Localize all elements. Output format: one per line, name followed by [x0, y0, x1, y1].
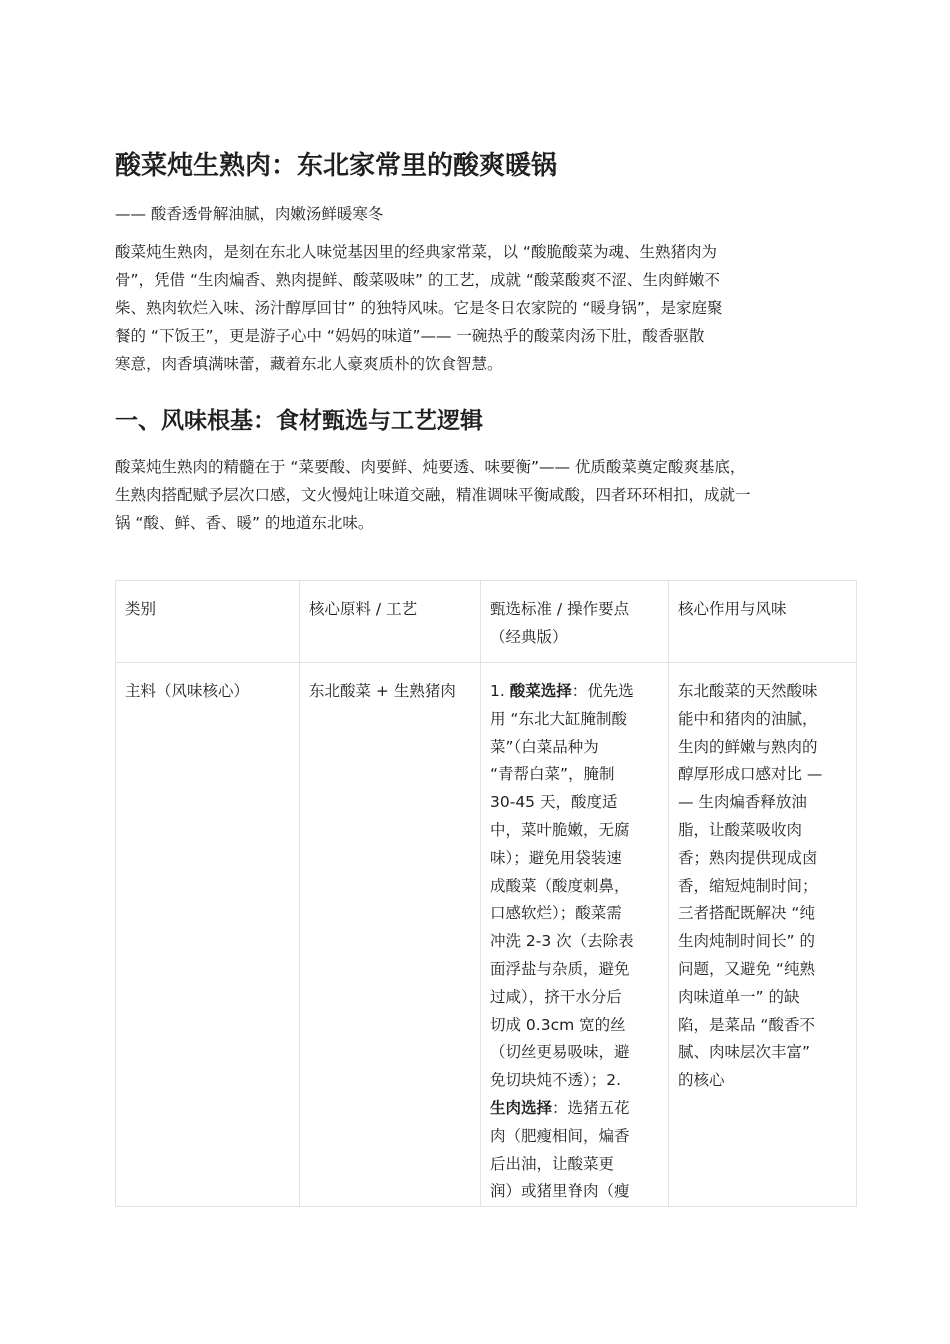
intro-line: 寒意，肉香填满味蕾，藏着东北人豪爽质朴的饮食智慧。	[115, 355, 503, 373]
cell-effect: 东北酸菜的天然酸味 能中和猪肉的油腻， 生肉的鲜嫩与熟肉的 醇厚形成口感对比 — — 生肉煸香释放油 脂，让酸菜吸收肉 香；熟肉提供现成卤 香，缩短炖制时间； 三者搭配既解决 “纯 生肉炖制时间长” 的 问题，又避免 “纯熟 肉味道单一” 的缺 陷，是菜品 “酸香不 腻、肉味层次丰富” 的核心	[669, 663, 857, 1207]
cell-category: 主料（风味核心）	[116, 663, 300, 1207]
intro-line: 骨”，凭借 “生肉煸香、熟肉提鲜、酸菜吸味” 的工艺，成就 “酸菜酸爽不涩、生肉鲜嫩不	[115, 271, 720, 289]
intro-paragraph	[115, 238, 855, 378]
header-effect: 核心作用与风味	[669, 581, 857, 663]
section-line: 生熟肉搭配赋予层次口感，文火慢炖让味道交融，精准调味平衡咸酸，四者环环相扣，成就一	[115, 486, 751, 504]
header-standard: 甄选标准 / 操作要点 （经典版）	[481, 581, 669, 663]
header-material: 核心原料 / 工艺	[300, 581, 481, 663]
cell-standard: 1. 酸菜选择：优先选 用 “东北大缸腌制酸 菜”（白菜品种为 “青帮白菜”，腌制 30-45 天，酸度适 中，菜叶脆嫩，无腐 味）；避免用袋装速 成酸菜（酸度刺鼻， 口感软烂）；酸菜需 冲洗 2-3 次（去除表 面浮盐与杂质，避免 过咸），挤干水分后 切成 0.3cm 宽的丝 （切丝更易吸味，避 免切块炖不透）；2. 生肉选择：选猪五花 肉（肥瘦相间，煸香 后出油，让酸菜更 润）或猪里脊肉（瘦	[481, 663, 669, 1207]
table-header-row	[116, 581, 857, 663]
section-paragraph	[115, 453, 855, 537]
page-subtitle: —— 酸香透骨解油腻，肉嫩汤鲜暖寒冬	[115, 205, 384, 223]
intro-line: 餐的 “下饭王”，更是游子心中 “妈妈的味道”—— 一碗热乎的酸菜肉汤下肚，酸香驱散	[115, 327, 705, 345]
ingredients-table	[115, 580, 857, 1207]
cell-material: 东北酸菜 + 生熟猪肉	[300, 663, 481, 1207]
section-line: 锅 “酸、鲜、香、暖” 的地道东北味。	[115, 514, 374, 532]
header-category: 类别	[116, 581, 300, 663]
table-row	[116, 663, 857, 1207]
intro-line: 酸菜炖生熟肉，是刻在东北人味觉基因里的经典家常菜，以 “酸脆酸菜为魂、生熟猪肉为	[115, 243, 717, 261]
bold-term: 酸菜选择	[509, 682, 572, 700]
section-heading: 一、风味根基：食材甄选与工艺逻辑	[115, 408, 483, 434]
intro-line: 柴、熟肉软烂入味、汤汁醇厚回甘” 的独特风味。它是冬日农家院的 “暖身锅”，是家庭聚	[115, 299, 723, 317]
section-line: 酸菜炖生熟肉的精髓在于 “菜要酸、肉要鲜、炖要透、味要衡”—— 优质酸菜奠定酸爽基底，	[115, 458, 746, 476]
page-title: 酸菜炖生熟肉：东北家常里的酸爽暖锅	[115, 151, 558, 181]
bold-term: 生肉选择	[490, 1098, 553, 1117]
